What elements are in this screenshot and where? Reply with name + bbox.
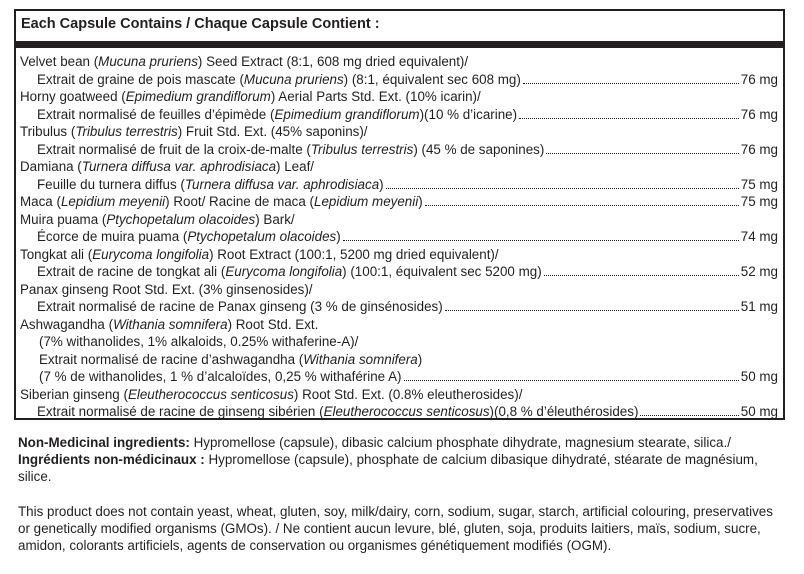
ingredient-name-line bbox=[20, 351, 778, 369]
ingredient-text bbox=[20, 158, 314, 176]
ingredient-text-part: ) (100:1, équivalent sec 5200 mg) bbox=[342, 264, 542, 279]
dot-leader bbox=[425, 205, 739, 206]
dose-amount: 52 mg bbox=[740, 264, 778, 279]
latin-name: Epimedium grandiflorum bbox=[274, 106, 420, 122]
ingredient-text-part: ) bbox=[379, 176, 384, 192]
dot-leader bbox=[445, 310, 739, 311]
ingredient-text-part: Feuille du turnera diffus ( bbox=[37, 176, 185, 192]
ingredient-text-part: Ashwagandha ( bbox=[20, 316, 114, 332]
ingredient-text bbox=[20, 88, 481, 106]
ingredient-text bbox=[20, 246, 499, 264]
latin-name: Turnera diffusa var. aphrodisiaca bbox=[81, 159, 277, 174]
ingredient-text bbox=[39, 333, 358, 351]
ingredient-text-part: Siberian ginseng ( bbox=[20, 386, 128, 402]
latin-name: Eurycoma longifolia bbox=[92, 246, 210, 262]
ingredient-text-part: Panax ginseng Root Std. Ext. (3% ginsenosides)/ bbox=[20, 281, 313, 297]
dot-leader bbox=[519, 118, 739, 119]
non-medicinal-label-fr: Ingrédients non-médicinaux : bbox=[18, 452, 205, 467]
ingredient-text-part: Velvet bean ( bbox=[20, 54, 99, 69]
ingredient-name-line bbox=[20, 211, 778, 229]
ingredient-text bbox=[20, 316, 318, 334]
ingredient-text-part: ) Root Extract (100:1, 5200 mg dried equivalent)/ bbox=[209, 246, 499, 262]
latin-name: Ptychopetalum olacoides bbox=[106, 211, 256, 227]
ingredient-text-part: Extrait normalisé de feuilles d’épimède ( bbox=[37, 106, 275, 122]
latin-name: Lepidium meyenii bbox=[314, 194, 419, 209]
ingredient-text-part: (7% withanolides, 1% alkaloids, 0.25% withaferine-A)/ bbox=[39, 334, 359, 349]
dose-amount: 50 mg bbox=[740, 369, 778, 384]
ingredient-text bbox=[39, 351, 422, 369]
ingredient-name-line bbox=[20, 316, 778, 334]
latin-name: Turnera diffusa var. aphrodisiaca bbox=[184, 176, 380, 192]
dose-amount: 74 mg bbox=[740, 229, 778, 244]
ingredient-text-part: Tribulus ( bbox=[20, 124, 76, 139]
ingredient-text-part: ) Fruit Std. Ext. (45% saponins)/ bbox=[177, 124, 368, 139]
ingredient-text-part: Écorce de muira puama ( bbox=[37, 229, 188, 244]
ingredient-text bbox=[20, 123, 368, 141]
dose-amount: 76 mg bbox=[740, 141, 778, 157]
non-medicinal-text-en: Hypromellose (capsule), dibasic calcium phosphate dihydrate, magnesium stearate, silica./ bbox=[189, 435, 731, 450]
ingredient-name-line bbox=[20, 281, 778, 299]
ingredient-dose-line bbox=[20, 193, 778, 211]
ingredient-text-part: ) bbox=[336, 229, 341, 244]
latin-name: Mucuna pruriens bbox=[243, 71, 344, 87]
dose-amount: 75 mg bbox=[740, 194, 778, 209]
ingredient-text-part: (7 % de withanolides, 1 % d’alcaloïdes, 0,25 % withaférine A) bbox=[39, 369, 402, 384]
ingredient-text-part: ) Leaf/ bbox=[276, 159, 315, 174]
dot-leader bbox=[544, 275, 739, 276]
ingredient-text bbox=[37, 71, 521, 89]
dot-leader bbox=[523, 83, 739, 84]
ingredient-text-part: Extrait normalisé de racine d’ashwagandha ( bbox=[39, 351, 304, 367]
ingredient-text-part: ) Root/ Racine de maca ( bbox=[165, 194, 314, 209]
ingredient-text-part: ) Root Std. Ext. bbox=[227, 316, 319, 332]
dot-leader bbox=[640, 415, 738, 416]
ingredient-name-line bbox=[20, 333, 778, 351]
ingredient-dose-line bbox=[20, 298, 778, 316]
ingredient-text bbox=[37, 106, 517, 124]
latin-name: Lepidium meyenii bbox=[60, 194, 166, 209]
dose-amount: 76 mg bbox=[740, 106, 778, 122]
ingredient-dose-line bbox=[20, 106, 778, 124]
ingredient-text bbox=[37, 176, 384, 194]
dot-leader bbox=[343, 240, 739, 241]
ingredient-dose-line bbox=[20, 368, 778, 386]
ingredient-text-part: ) (45 % de saponines) bbox=[413, 141, 545, 157]
ingredient-text-part: ) Seed Extract (8:1, 608 mg dried equivalent)/ bbox=[197, 54, 469, 69]
ingredient-text bbox=[20, 281, 313, 299]
ingredient-dose-line bbox=[20, 228, 778, 246]
ingredient-text bbox=[20, 193, 423, 211]
ingredient-text-part: Extrait de graine de pois mascate ( bbox=[37, 71, 244, 87]
ingredient-dose-line bbox=[20, 141, 778, 159]
ingredient-dose-line bbox=[20, 176, 778, 194]
title-rule bbox=[16, 41, 783, 48]
latin-name: Eleutherococcus senticosus bbox=[127, 386, 294, 402]
ingredient-text bbox=[20, 53, 468, 71]
latin-name: Eleutherococcus senticosus bbox=[323, 404, 490, 419]
ingredient-text-part: Extrait normalisé de fruit de la croix-de-malte ( bbox=[37, 141, 311, 157]
dot-leader bbox=[386, 188, 739, 189]
ingredient-text bbox=[37, 263, 542, 281]
ingredient-list bbox=[20, 53, 778, 421]
latin-name: Eurycoma longifolia bbox=[225, 264, 343, 279]
latin-name: Ptychopetalum olacoides bbox=[187, 229, 337, 244]
ingredient-text-part: )(0,8 % d’éleuthérosides) bbox=[489, 404, 639, 419]
non-medicinal-label-en: Non-Medicinal ingredients: bbox=[18, 435, 190, 450]
ingredient-name-line bbox=[20, 246, 778, 264]
ingredient-text bbox=[37, 403, 638, 421]
ingredient-text-part: Extrait de racine de tongkat ali ( bbox=[37, 264, 226, 279]
latin-name: Tribulus terrestris bbox=[75, 124, 178, 139]
latin-name: Epimedium grandiflorum bbox=[125, 89, 271, 104]
ingredient-name-line bbox=[20, 53, 778, 71]
ingredient-text-part: Extrait normalisé de racine de ginseng sibérien ( bbox=[37, 404, 324, 419]
ingredient-text-part: Maca ( bbox=[20, 194, 61, 209]
non-medicinal-text-fr: Hypromellose (capsule), phosphate de calcium dibasique dihydraté, stéarate de magnésium, silice. bbox=[18, 452, 758, 484]
ingredient-text-part: ) Root Std. Ext. (0.8% eleutherosides)/ bbox=[293, 386, 523, 402]
dose-amount: 50 mg bbox=[740, 404, 778, 419]
latin-name: Tribulus terrestris bbox=[310, 141, 414, 157]
ingredient-name-line bbox=[20, 158, 778, 176]
dot-leader bbox=[546, 153, 738, 154]
ingredient-text-part: ) Aerial Parts Std. Ext. (10% icarin)/ bbox=[270, 89, 481, 104]
panel-title: Each Capsule Contains / Chaque Capsule Contient : bbox=[21, 16, 380, 32]
ingredient-dose-line bbox=[20, 403, 778, 421]
dose-amount: 51 mg bbox=[740, 299, 778, 314]
ingredient-text-part: Extrait normalisé de racine de Panax ginseng (3 % de ginsénosides) bbox=[37, 299, 443, 314]
ingredient-text bbox=[37, 298, 443, 316]
allergen-disclaimer: This product does not contain yeast, wheat, gluten, soy, milk/dairy, corn, sodium, sugar, starch, artificial colouring, preservatives or genetically modified organisms (GMOs). / Ne contient aucun levure, blé, gluten, soja, produits laitiers, maïs, sodium, sucre, amidon, colorants artificiels, agents de conservation ou organismes génétiquement modifiés (OGM). bbox=[18, 504, 773, 553]
ingredient-dose-line bbox=[20, 263, 778, 281]
dose-amount: 75 mg bbox=[740, 176, 778, 192]
ingredient-text bbox=[37, 228, 341, 246]
ingredient-text bbox=[39, 368, 402, 386]
ingredient-text-part: ) bbox=[417, 351, 423, 367]
ingredient-text-part: Damiana ( bbox=[20, 159, 82, 174]
latin-name: Withania somnifera bbox=[303, 351, 418, 367]
ingredient-dose-line bbox=[20, 71, 778, 89]
ingredient-text-part: ) (8:1, équivalent sec 608 mg) bbox=[343, 71, 521, 87]
ingredient-text-part: ) bbox=[418, 194, 423, 209]
ingredient-text bbox=[37, 141, 544, 159]
ingredient-text-part: Tongkat ali ( bbox=[20, 246, 93, 262]
dose-amount: 76 mg bbox=[740, 71, 778, 87]
ingredient-text-part: )(10 % d’icarine) bbox=[419, 106, 518, 122]
latin-name: Mucuna pruriens bbox=[98, 54, 198, 69]
ingredient-text-part: ) Bark/ bbox=[255, 211, 295, 227]
ingredient-name-line bbox=[20, 123, 778, 141]
latin-name: Withania somnifera bbox=[113, 316, 228, 332]
non-medicinal-ingredients bbox=[18, 434, 788, 485]
dot-leader bbox=[404, 380, 739, 381]
ingredient-name-line bbox=[20, 88, 778, 106]
ingredient-text bbox=[20, 211, 295, 229]
ingredient-name-line bbox=[20, 386, 778, 404]
supplement-facts-panel bbox=[14, 9, 785, 420]
ingredient-text-part: Muira puama ( bbox=[20, 211, 107, 227]
ingredient-text bbox=[20, 386, 522, 404]
ingredient-text-part: Horny goatweed ( bbox=[20, 89, 126, 104]
